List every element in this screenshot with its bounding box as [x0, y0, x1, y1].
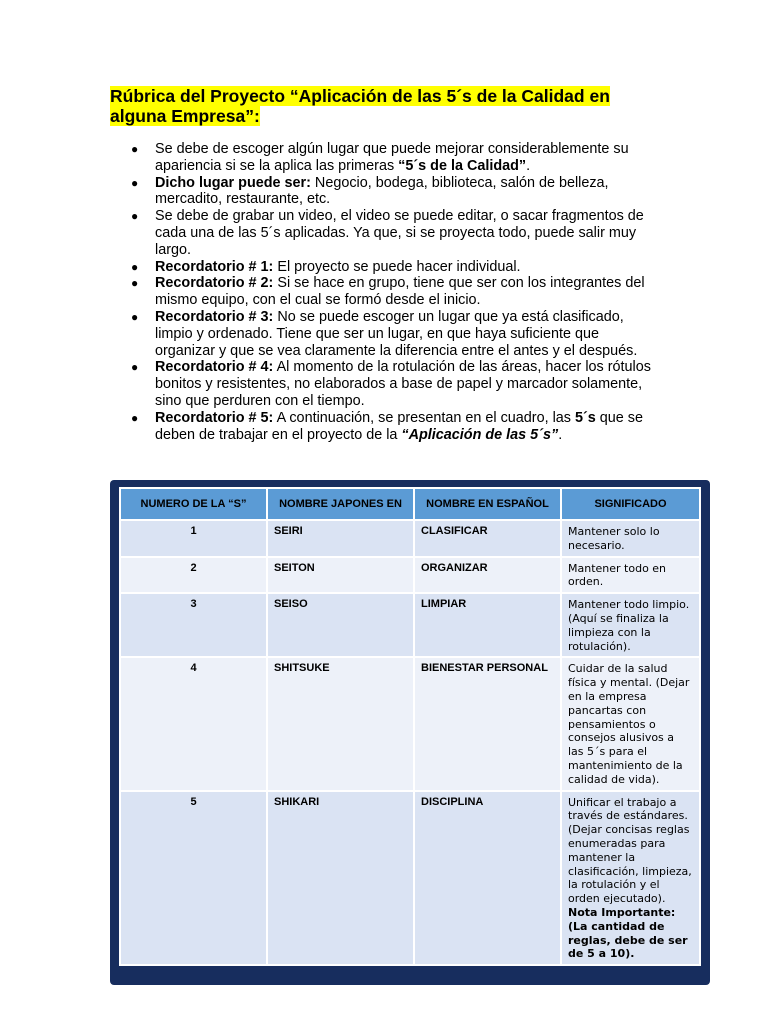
- bullet-icon: ●: [131, 410, 139, 425]
- list-item: ● Recordatorio # 2: Si se hace en grupo, tiene que ser con los integrantes del mismo equipo, con el cual se formó desde el inicio.: [131, 275, 645, 309]
- cell-spanish-name: LIMPIAR: [415, 594, 560, 656]
- cell-spanish-name: DISCIPLINA: [415, 792, 560, 965]
- header-significado: SIGNIFICADO: [562, 489, 699, 519]
- table-row: [121, 792, 699, 965]
- title-line-1: Rúbrica del Proyecto “Aplicación de las 5´s de la Calidad en: [110, 86, 610, 106]
- cell-number: 5: [121, 792, 266, 965]
- table-row: [121, 658, 699, 789]
- five-s-table-frame: [110, 480, 710, 985]
- cell-meaning: Mantener solo lo necesario.: [562, 521, 699, 556]
- list-item: ● Recordatorio # 3: No se puede escoger un lugar que ya está clasificado, limpio y ordenado. Tiene que ser un lugar, en que haya suficiente que organizar y que se vea claramente la diferencia entre el antes y el después.: [131, 308, 638, 359]
- list-item: ● Se debe de grabar un video, el video se puede editar, o sacar fragmentos de cada una de las 5´s aplicadas. Ya que, si se proyecta todo, puede salir muy largo.: [131, 208, 644, 258]
- cell-japanese-name: SEITON: [268, 558, 413, 593]
- cell-number: 1: [121, 521, 266, 556]
- cell-number: 2: [121, 558, 266, 593]
- table-row: [121, 521, 699, 556]
- cell-spanish-name: CLASIFICAR: [415, 521, 560, 556]
- five-s-table: [119, 487, 701, 966]
- document-title: [110, 86, 650, 126]
- bullet-icon: ●: [131, 209, 139, 224]
- header-nombre-espanol: NOMBRE EN ESPAÑOL: [415, 489, 560, 519]
- bullet-icon: ●: [131, 142, 139, 156]
- cell-meaning: Mantener todo en orden.: [562, 558, 699, 593]
- bullet-icon: ●: [131, 360, 139, 375]
- table-header-row: [121, 489, 699, 519]
- list-item: ● Se debe de escoger algún lugar que puede mejorar considerablemente su apariencia si se la aplica las primeras “5´s de la Calidad”.: [131, 141, 629, 174]
- cell-meaning: Unificar el trabajo a través de estándares. (Dejar concisas reglas enumeradas para mantener la clasificación, limpieza, la rotulación y el orden ejecutado). Nota Importante: (La cantidad de reglas, debe de ser de 5 a 10).: [562, 792, 699, 965]
- cell-meaning: Mantener todo limpio. (Aquí se finaliza la limpieza con la rotulación).: [562, 594, 699, 656]
- bullet-icon: ●: [131, 175, 139, 190]
- table-row: [121, 594, 699, 656]
- cell-japanese-name: SHITSUKE: [268, 658, 413, 789]
- bullet-icon: ●: [131, 259, 139, 274]
- list-item: ● Recordatorio # 5: A continuación, se presentan en el cuadro, las 5´s que se deben de trabajar en el proyecto de la “Aplicación de las 5´s”.: [131, 409, 643, 443]
- bullet-icon: ●: [131, 276, 139, 291]
- header-numero: NUMERO DE LA “S”: [121, 489, 266, 519]
- header-nombre-japones: NOMBRE JAPONES EN: [268, 489, 413, 519]
- cell-spanish-name: ORGANIZAR: [415, 558, 560, 593]
- cell-meaning: Cuidar de la salud física y mental. (Dejar en la empresa pancartas con pensamientos o consejos alusivos a las 5´s para el mantenimiento de la calidad de vida).: [562, 658, 699, 789]
- bullet-icon: ●: [131, 309, 139, 324]
- cell-japanese-name: SHIKARI: [268, 792, 413, 965]
- important-note: Nota Importante: (La cantidad de reglas, debe de ser de 5 a 10).: [568, 905, 688, 961]
- list-item: ● Dicho lugar puede ser: Negocio, bodega, biblioteca, salón de belleza, mercadito, restaurante, etc.: [131, 174, 609, 208]
- list-item: ● Recordatorio # 4: Al momento de la rotulación de las áreas, hacer los rótulos bonitos y resistentes, no elaborados a base de papel y marcador solamente, sino que perduren con el tiempo.: [131, 359, 651, 409]
- cell-number: 3: [121, 594, 266, 656]
- cell-spanish-name: BIENESTAR PERSONAL: [415, 658, 560, 789]
- table-row: [121, 558, 699, 593]
- title-line-2: alguna Empresa”:: [110, 106, 260, 126]
- cell-number: 4: [121, 658, 266, 789]
- cell-japanese-name: SEIRI: [268, 521, 413, 556]
- list-item: ● Recordatorio # 1: El proyecto se puede hacer individual.: [131, 258, 521, 275]
- requirements-list: [128, 141, 658, 443]
- cell-japanese-name: SEISO: [268, 594, 413, 656]
